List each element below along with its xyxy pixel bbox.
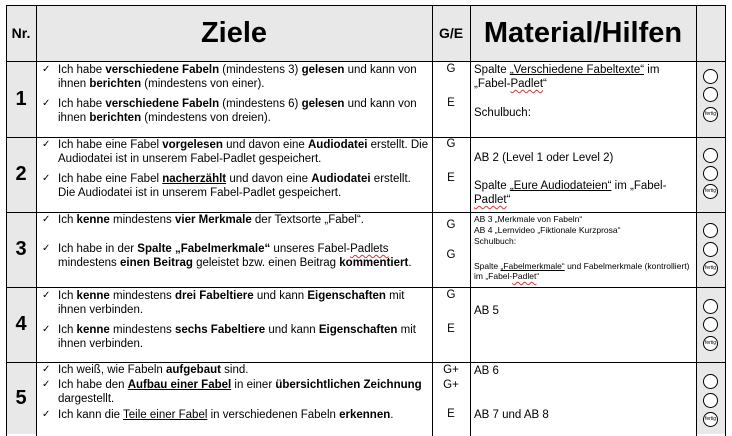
goal-text: Ich habe verschiedene Fabeln (mindestens 3) gelesen und kann von ihnen berichten (mindestens von einer).: [58, 64, 417, 90]
table-border: [696, 5, 697, 436]
header-nr: Nr.: [11, 25, 31, 41]
level-1-2: E: [447, 97, 455, 109]
checkmark-icon: ✓: [42, 290, 51, 301]
checkmark-icon: ✓: [42, 139, 51, 150]
table-border: [6, 137, 726, 138]
progress-circle[interactable]: [703, 299, 718, 314]
row-4-number: 4: [15, 313, 27, 335]
progress-circle[interactable]: [703, 223, 718, 238]
checkmark-icon: ✓: [42, 379, 51, 390]
table-border: [6, 212, 726, 213]
goal-text: Ich kann die Teile einer Fabel in verschiedenen Fabeln erkennen.: [58, 409, 394, 421]
level-5-1: G+: [443, 364, 459, 376]
level-4-1: G: [446, 289, 456, 301]
material-5-2: AB 7 und AB 8: [474, 409, 549, 421]
done-circle[interactable]: fertig: [703, 261, 718, 276]
goal-text: Ich habe den Aufbau einer Fabel in einer übersichtlichen Zeichnung dargestellt.: [58, 379, 422, 405]
table-border: [432, 5, 433, 436]
level-1-1: G: [446, 63, 456, 75]
material-2-2: Spalte „Eure Audiodateien“ im „Fabel-Padlet“: [474, 180, 667, 206]
checkmark-icon: ✓: [42, 409, 51, 420]
material-3-4: Spalte „Fabelmerkmale“ und Fabelmerkmale (kontrolliert) im „Fabel-Padlet“: [474, 261, 690, 281]
checkmark-icon: ✓: [42, 364, 51, 375]
material-1-2: Schulbuch:: [474, 107, 531, 119]
level-5-3: E: [447, 408, 455, 420]
table-border: [6, 362, 726, 363]
table-border: [470, 5, 471, 436]
progress-circle[interactable]: [703, 374, 718, 389]
material-3-1: AB 3 „Merkmale von Fabeln“: [474, 214, 583, 224]
level-3-1: G: [446, 219, 456, 231]
material-3-2: AB 4 „Lernvideo „Fiktionale Kurzprosa“: [474, 225, 621, 235]
row-2-number: 2: [15, 163, 27, 185]
level-3-2: G: [446, 249, 456, 261]
table-border: [6, 287, 726, 288]
goal-text: Ich habe verschiedene Fabeln (mindestens 6) gelesen und kann von ihnen berichten (mindestens von dreien).: [58, 98, 417, 124]
header-material: Material/Hilfen: [483, 16, 683, 49]
progress-circle[interactable]: [703, 87, 718, 102]
table-border: [725, 5, 726, 436]
level-2-1: G: [446, 138, 456, 150]
progress-circle[interactable]: [703, 317, 718, 332]
material-2-1: AB 2 (Level 1 oder Level 2): [474, 152, 614, 164]
goal-text: Ich kenne mindestens vier Merkmale der Textsorte „Fabel“.: [58, 214, 364, 226]
row-3-number: 3: [15, 238, 27, 260]
row-1-number: 1: [15, 87, 27, 110]
level-2-2: E: [447, 172, 455, 184]
table-border: [36, 5, 37, 436]
table-border: [6, 61, 726, 62]
checkmark-icon: ✓: [42, 324, 51, 335]
table-border: [6, 5, 7, 436]
progress-circle[interactable]: [703, 166, 718, 181]
goal-text: Ich kenne mindestens sechs Fabeltiere und kann Eigenschaften mit ihnen verbinden.: [58, 324, 416, 350]
checkmark-icon: ✓: [42, 214, 51, 225]
level-4-2: E: [447, 323, 455, 335]
material-1-1: Spalte „Verschiedene Fabeltexte“ im „Fabel-Padlet“: [474, 64, 660, 90]
row-5-number: 5: [15, 386, 27, 409]
goal-text: Ich habe eine Fabel nacherzählt und davon eine Audiodatei erstellt. Die Audiodatei ist in unserem Fabel-Padlet gespeichert.: [58, 173, 411, 199]
progress-circle[interactable]: [703, 242, 718, 257]
goal-text: Ich habe eine Fabel vorgelesen und davon eine Audiodatei erstellt. Die Audiodatei ist in unserem Fabel-Padlet gespeichert.: [58, 139, 429, 165]
material-4-1: AB 5: [474, 305, 499, 317]
material-5-1: AB 6: [474, 365, 499, 377]
goal-text: Ich weiß, wie Fabeln aufgebaut sind.: [58, 364, 249, 376]
done-circle[interactable]: fertig: [703, 107, 718, 122]
level-5-2: G+: [443, 379, 459, 391]
header-ziele: Ziele: [200, 16, 268, 49]
progress-circle[interactable]: [703, 148, 718, 163]
done-circle[interactable]: fertig: [703, 336, 718, 351]
checkmark-icon: ✓: [42, 243, 51, 254]
progress-circle[interactable]: [703, 393, 718, 408]
table-border: [6, 5, 726, 6]
checkmark-icon: ✓: [42, 64, 51, 75]
goal-text: Ich habe in der Spalte „Fabelmerkmale“ unseres Fabel-Padlets mindestens einen Beitrag geleistet bzw. einen Beitrag kommentiert.: [58, 243, 412, 269]
done-circle[interactable]: fertig: [703, 412, 718, 427]
done-circle[interactable]: fertig: [703, 184, 718, 199]
header-ge: G/E: [438, 25, 464, 41]
progress-circle[interactable]: [703, 69, 718, 84]
material-3-3: Schulbuch:: [474, 236, 517, 246]
checkmark-icon: ✓: [42, 173, 51, 184]
checkmark-icon: ✓: [42, 98, 51, 109]
goal-text: Ich kenne mindestens drei Fabeltiere und kann Eigenschaften mit ihnen verbinden.: [58, 290, 405, 316]
